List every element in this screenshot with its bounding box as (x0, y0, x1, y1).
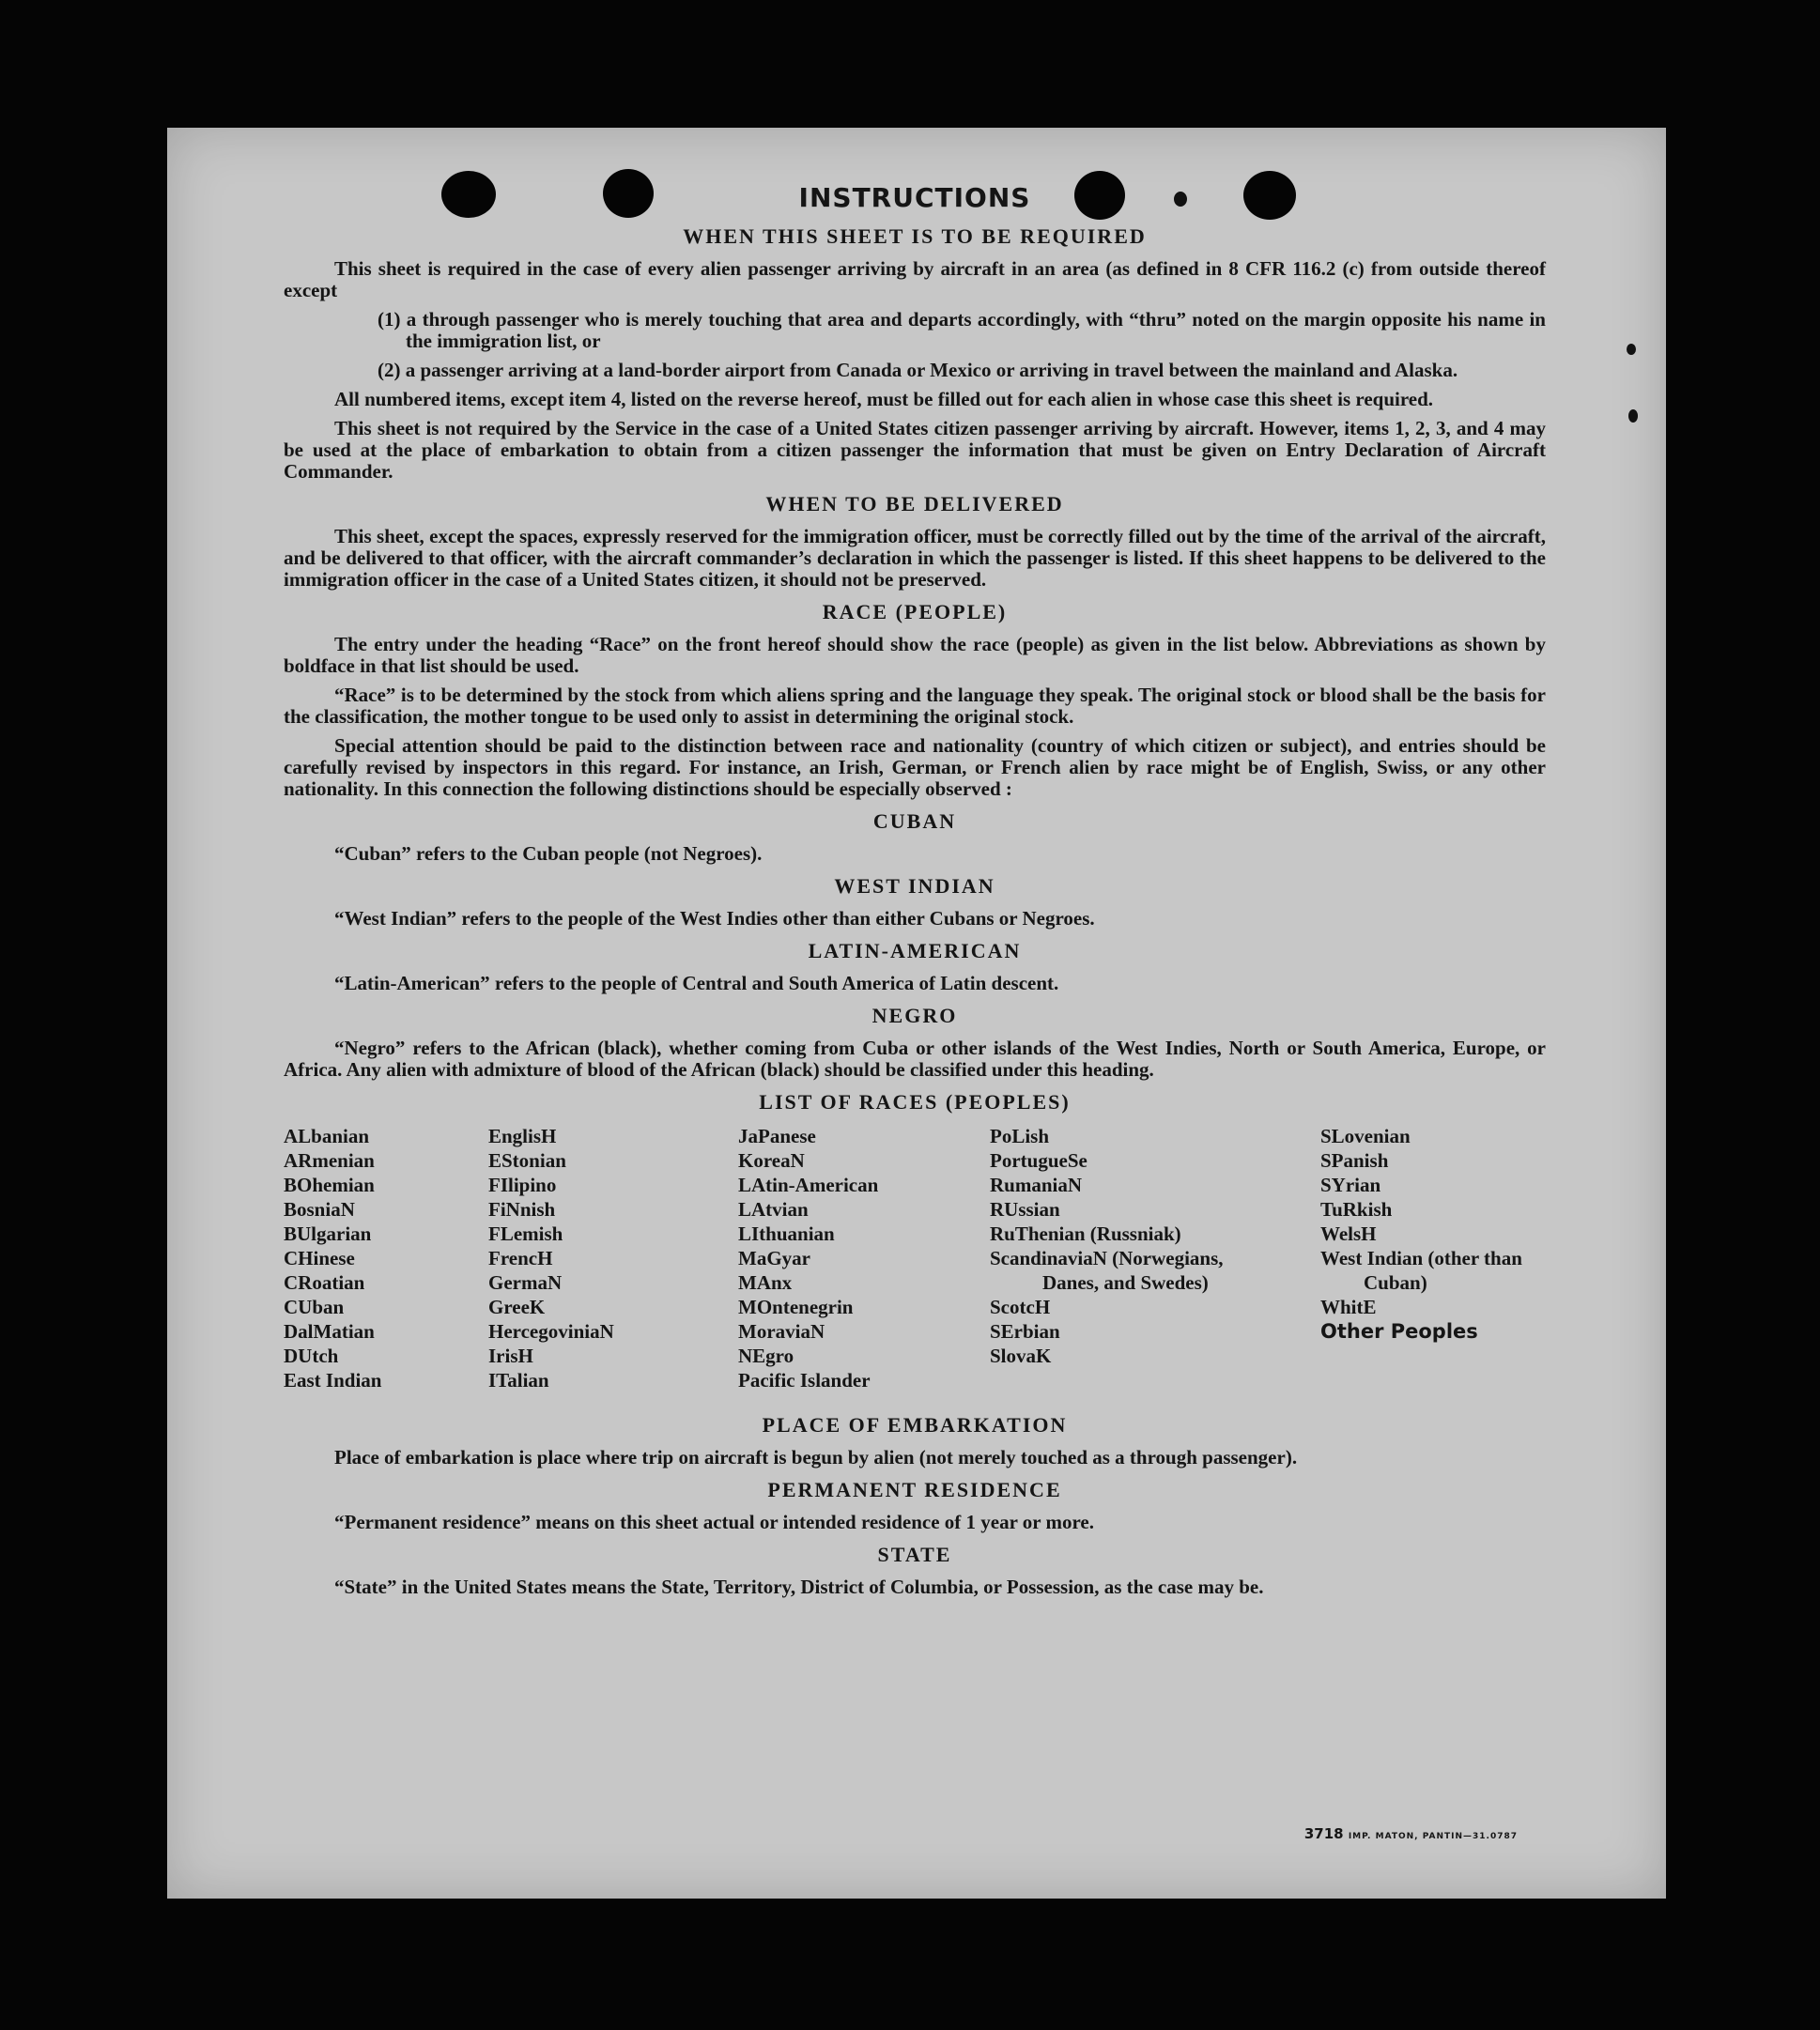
races-column-3 (738, 1124, 982, 1392)
race-item: IrisH (488, 1345, 533, 1367)
section-heading-latin-american: LATIN-AMERICAN (808, 939, 1022, 962)
paragraph-required-item1: (1) a through passenger who is merely touching that area and departs accordingly, with “thru” noted on the margin opposite his name in the immigration list, or (378, 308, 1546, 352)
paragraph-required-item2: (2) a passenger arriving at a land-border airport from Canada or Mexico or arriving in travel between the mainland and Alaska. (378, 359, 1458, 381)
race-item: DUtch (284, 1345, 339, 1367)
paragraph-residence: “Permanent residence” means on this sheet actual or intended residence of 1 year or more. (334, 1511, 1094, 1533)
race-item: KoreaN (738, 1149, 805, 1172)
race-item: SlovaK (990, 1345, 1052, 1367)
paragraph-delivered: This sheet, except the spaces, expressly reserved for the immigration officer, must be correctly filled out by the time of the arrival of the aircraft, and be delivered to that officer, with the aircraft commander’s declaration in which the passenger is listed. If this sheet happens to be delivered to the immigration officer in the case of a United States citizen, it should not be preserved. (284, 525, 1546, 591)
race-item: GreeK (488, 1296, 546, 1318)
ink-speck (1628, 409, 1638, 423)
instructions-content (284, 182, 1546, 1606)
races-column-1 (284, 1124, 481, 1392)
paragraph-required-2: All numbered items, except item 4, listed on the reverse hereof, must be filled out for each alien in whose case this sheet is required. (334, 388, 1434, 410)
section-heading-state: STATE (877, 1543, 952, 1566)
section-heading-negro: NEGRO (871, 1004, 958, 1027)
race-item: NEgro (738, 1345, 794, 1367)
race-item: ScandinaviaN (Norwegians, Danes, and Swedes) (990, 1247, 1224, 1294)
race-item: DalMatian (284, 1320, 375, 1343)
race-item: PoLish (990, 1125, 1050, 1147)
race-item: West Indian (other than Cuban) (1320, 1247, 1522, 1294)
races-list (284, 1124, 1546, 1404)
race-item: HercegoviniaN (488, 1320, 614, 1343)
race-item: MaGyar (738, 1247, 810, 1269)
ink-speck (1627, 344, 1636, 355)
race-item: WhitE (1320, 1296, 1377, 1318)
race-item: LAtvian (738, 1198, 809, 1221)
race-item: MoraviaN (738, 1320, 825, 1343)
race-item: PortugueSe (990, 1149, 1087, 1172)
paragraph-state: “State” in the United States means the State, Territory, District of Columbia, or Possession, as the case may be. (334, 1576, 1264, 1598)
race-item: Pacific Islander (738, 1369, 871, 1392)
race-item: RUssian (990, 1198, 1060, 1221)
race-item: FIlipino (488, 1174, 557, 1196)
page-title: INSTRUCTIONS (798, 182, 1031, 213)
race-item: SErbian (990, 1320, 1060, 1343)
paragraph-race-2: “Race” is to be determined by the stock from which aliens spring and the language they speak. The original stock or blood shall be the basis for the classification, the mother tongue to be used only to assist in determining the original stock. (284, 684, 1546, 728)
race-item: JaPanese (738, 1125, 816, 1147)
races-column-5 (1320, 1124, 1546, 1344)
race-item: ARmenian (284, 1149, 375, 1172)
paragraph-required-3: This sheet is not required by the Service in the case of a United States citizen passenger arriving by aircraft. However, items 1, 2, 3, and 4 may be used at the place of embarkation to obtain from a citizen passenger the information that must be given on Entry Declaration of Aircraft Commander. (284, 417, 1546, 483)
paragraph-embarkation: Place of embarkation is place where trip on aircraft is begun by alien (not merely touched as a through passenger). (334, 1446, 1298, 1469)
section-heading-race: RACE (PEOPLE) (822, 600, 1008, 623)
race-item: LAtin-American (738, 1174, 879, 1196)
paragraph-cuban: “Cuban” refers to the Cuban people (not Negroes). (334, 842, 763, 865)
race-item: FiNnish (488, 1198, 556, 1221)
section-heading-required: WHEN THIS SHEET IS TO BE REQUIRED (683, 224, 1147, 248)
section-heading-embarkation: PLACE OF EMBARKATION (762, 1413, 1068, 1437)
race-item: Other Peoples (1320, 1320, 1478, 1343)
race-item: WelsH (1320, 1223, 1377, 1245)
race-item: BUlgarian (284, 1223, 372, 1245)
form-number: 3718 (1303, 1825, 1344, 1842)
race-item: ITalian (488, 1369, 549, 1392)
race-item: ALbanian (284, 1125, 370, 1147)
document-sheet (167, 128, 1666, 1899)
race-item: MAnx (738, 1271, 793, 1294)
race-item: TuRkish (1320, 1198, 1393, 1221)
section-heading-delivered: WHEN TO BE DELIVERED (765, 492, 1064, 515)
section-heading-west-indian: WEST INDIAN (834, 874, 995, 898)
paragraph-required-1: This sheet is required in the case of every alien passenger arriving by aircraft in an area (as defined in 8 CFR 116.2 (c) from outside thereof except (284, 257, 1546, 301)
race-item: RuThenian (Russniak) (990, 1223, 1181, 1245)
race-item: EStonian (488, 1149, 566, 1172)
paragraph-negro: “Negro” refers to the African (black), whether coming from Cuba or other islands of the West Indies, North or South America, Europe, or Africa. Any alien with admixture of blood of the African (black) should be classified under this heading. (284, 1037, 1546, 1081)
race-item: RumaniaN (990, 1174, 1083, 1196)
race-item: FLemish (488, 1223, 563, 1245)
race-item: SLovenian (1320, 1125, 1411, 1147)
race-item: MOntenegrin (738, 1296, 854, 1318)
race-item: BOhemian (284, 1174, 375, 1196)
race-item: CUban (284, 1296, 345, 1318)
race-item: CHinese (284, 1247, 355, 1269)
race-item: FrencH (488, 1247, 553, 1269)
race-item: GermaN (488, 1271, 563, 1294)
section-heading-races-list: LIST OF RACES (PEOPLES) (759, 1090, 1071, 1114)
paragraph-west-indian: “West Indian” refers to the people of the West Indies other than either Cubans or Negroes. (334, 907, 1095, 930)
race-item: SYrian (1320, 1174, 1381, 1196)
form-footer (1304, 1825, 1518, 1842)
paragraph-race-1: The entry under the heading “Race” on the front hereof should show the race (people) as given in the list below. Abbreviations as shown by boldface in that list should be used. (284, 633, 1546, 677)
race-item: East Indian (284, 1369, 382, 1392)
race-item: CRoatian (284, 1271, 365, 1294)
printer-mark: IMP. MATON, PANTIN—31.0787 (1348, 1832, 1518, 1841)
section-heading-residence: PERMANENT RESIDENCE (767, 1478, 1062, 1501)
race-item: LIthuanian (738, 1223, 835, 1245)
race-item: ScotcH (990, 1296, 1051, 1318)
race-item: SPanish (1320, 1149, 1389, 1172)
races-column-4 (990, 1124, 1262, 1368)
paragraph-latin-american: “Latin-American” refers to the people of Central and South America of Latin descent. (334, 972, 1059, 994)
race-item: EnglisH (488, 1125, 557, 1147)
paragraph-race-3: Special attention should be paid to the distinction between race and nationality (country of which citizen or subject), and entries should be carefully revised by inspectors in this regard. For instance, an Irish, German, or French alien by race might be of English, Swiss, or any other nationality. In this connection the following distinctions should be especially observed : (284, 734, 1546, 800)
race-item: BosniaN (284, 1198, 355, 1221)
section-heading-cuban: CUBAN (872, 809, 957, 833)
races-column-2 (488, 1124, 723, 1392)
